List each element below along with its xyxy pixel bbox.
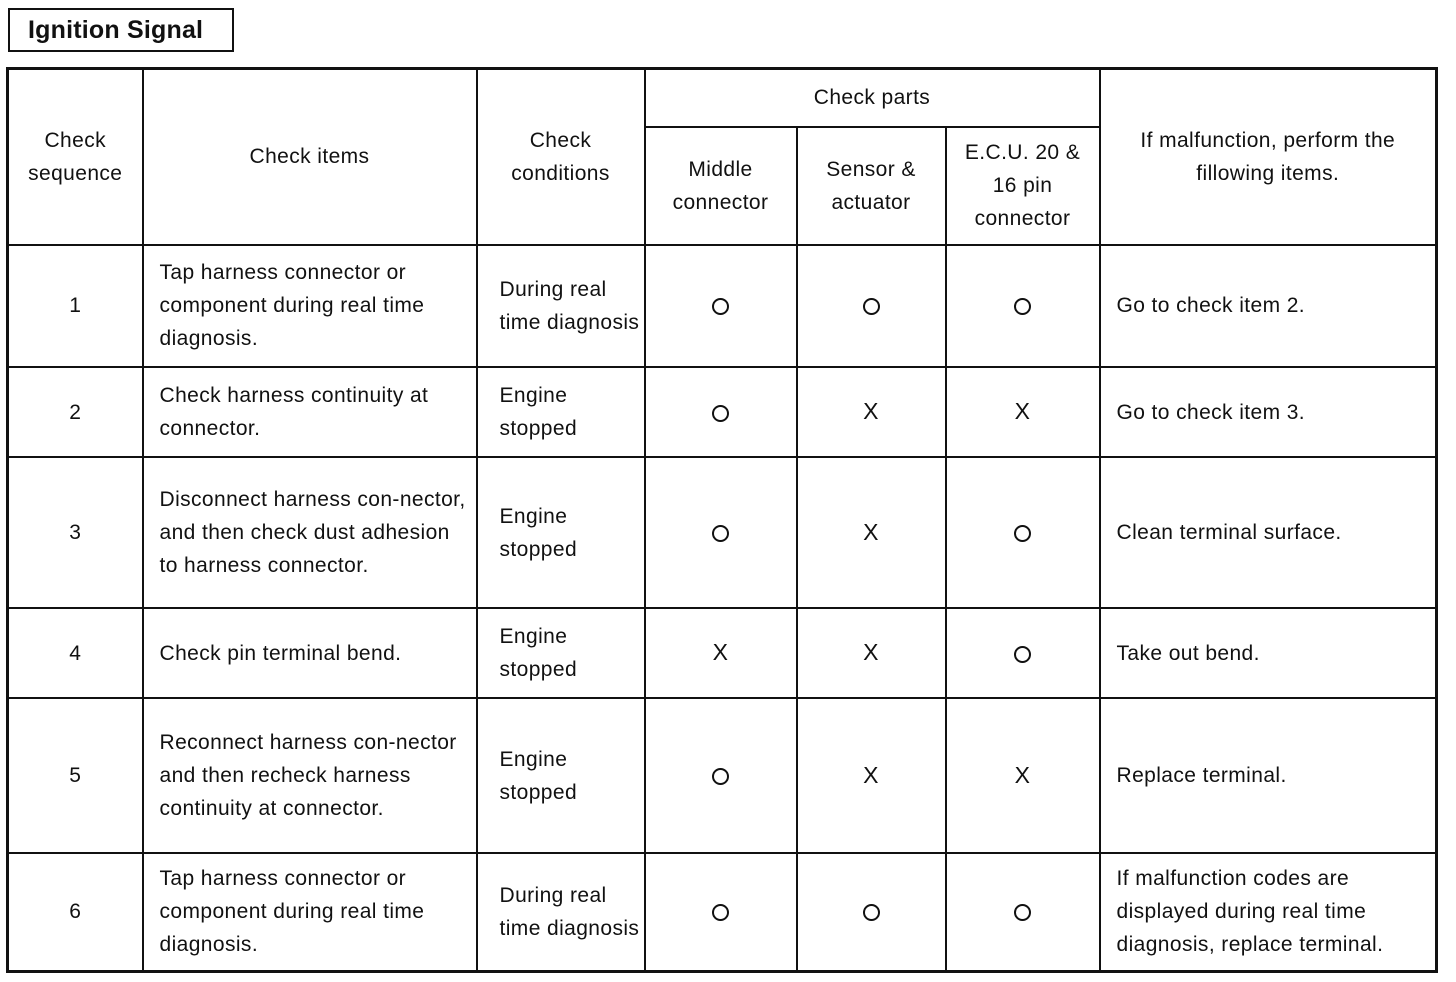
table-row — [8, 457, 1437, 608]
cell-middle-connector — [645, 457, 797, 608]
cell-check-item: Check pin terminal bend. — [143, 608, 477, 698]
table-row — [8, 853, 1437, 972]
circle-mark-icon — [712, 904, 729, 921]
cell-middle-connector — [645, 853, 797, 972]
cell-action: Clean terminal surface. — [1100, 457, 1437, 608]
cell-action: Go to check item 2. — [1100, 245, 1437, 368]
header-ecu-connector: E.C.U. 20 & 16 pin connector — [946, 127, 1100, 245]
cell-sequence: 5 — [8, 698, 143, 853]
cell-check-item: Disconnect harness con-nector, and then check dust adhesion to harness connector. — [143, 457, 477, 608]
cell-sequence: 4 — [8, 608, 143, 698]
cell-sequence: 6 — [8, 853, 143, 972]
cross-mark: X — [863, 639, 879, 666]
circle-mark-icon — [1014, 298, 1031, 315]
cell-condition: During real time diagnosis — [477, 245, 645, 368]
cell-action: Go to check item 3. — [1100, 367, 1437, 457]
table-row — [8, 367, 1437, 457]
circle-mark-icon — [712, 405, 729, 422]
cell-sensor-actuator — [797, 698, 946, 853]
cell-condition: Engine stopped — [477, 698, 645, 853]
cell-action: If malfunction codes are displayed during real time diagnosis, replace terminal. — [1100, 853, 1437, 972]
header-middle-connector: Middle connector — [645, 127, 797, 245]
circle-mark-icon — [1014, 646, 1031, 663]
header-check-parts: Check parts — [645, 69, 1100, 127]
circle-mark-icon — [863, 904, 880, 921]
cell-sequence: 2 — [8, 367, 143, 457]
cell-check-item: Reconnect harness con-nector and then recheck harness continuity at connector. — [143, 698, 477, 853]
ignition-signal-table — [6, 67, 1438, 973]
cross-mark: X — [1014, 761, 1031, 788]
circle-mark-icon — [863, 298, 880, 315]
cell-sequence: 3 — [8, 457, 143, 608]
circle-mark-icon — [712, 298, 729, 315]
cell-middle-connector — [645, 367, 797, 457]
header-if-malfunction: If malfunction, perform the fillowing items. — [1100, 69, 1437, 245]
cell-check-item: Tap harness connector or component during real time diagnosis. — [143, 245, 477, 368]
cell-action: Replace terminal. — [1100, 698, 1437, 853]
header-sensor-actuator: Sensor & actuator — [797, 127, 946, 245]
cell-middle-connector — [645, 698, 797, 853]
circle-mark-icon — [1014, 525, 1031, 542]
header-check-conditions: Check conditions — [477, 69, 645, 245]
cell-sensor-actuator — [797, 245, 946, 368]
cell-check-item: Check harness continuity at connector. — [143, 367, 477, 457]
cell-condition: Engine stopped — [477, 367, 645, 457]
cell-condition: Engine stopped — [477, 608, 645, 698]
circle-mark-icon — [712, 768, 729, 785]
header-check-sequence: Check sequence — [8, 69, 143, 245]
table-row — [8, 245, 1437, 368]
cell-middle-connector — [645, 245, 797, 368]
cell-ecu-connector — [946, 853, 1100, 972]
cell-sensor-actuator — [797, 367, 946, 457]
cell-check-item: Tap harness connector or component during real time diagnosis. — [143, 853, 477, 972]
cell-sensor-actuator — [797, 608, 946, 698]
cell-ecu-connector — [946, 457, 1100, 608]
cross-mark: X — [1014, 398, 1031, 425]
table-row — [8, 608, 1437, 698]
cell-condition: Engine stopped — [477, 457, 645, 608]
cross-mark: X — [863, 518, 879, 545]
cell-middle-connector — [645, 608, 797, 698]
cross-mark: X — [863, 761, 879, 788]
circle-mark-icon — [712, 525, 729, 542]
cross-mark: X — [712, 639, 729, 666]
cell-sensor-actuator — [797, 853, 946, 972]
table-row — [8, 698, 1437, 853]
page-title: Ignition Signal — [8, 8, 234, 52]
cell-action: Take out bend. — [1100, 608, 1437, 698]
cell-ecu-connector — [946, 608, 1100, 698]
header-check-items: Check items — [143, 69, 477, 245]
cell-sequence: 1 — [8, 245, 143, 368]
cell-ecu-connector — [946, 698, 1100, 853]
cross-mark: X — [863, 398, 879, 425]
cell-ecu-connector — [946, 245, 1100, 368]
circle-mark-icon — [1014, 904, 1031, 921]
cell-condition: During real time diagnosis — [477, 853, 645, 972]
cell-ecu-connector — [946, 367, 1100, 457]
cell-sensor-actuator — [797, 457, 946, 608]
